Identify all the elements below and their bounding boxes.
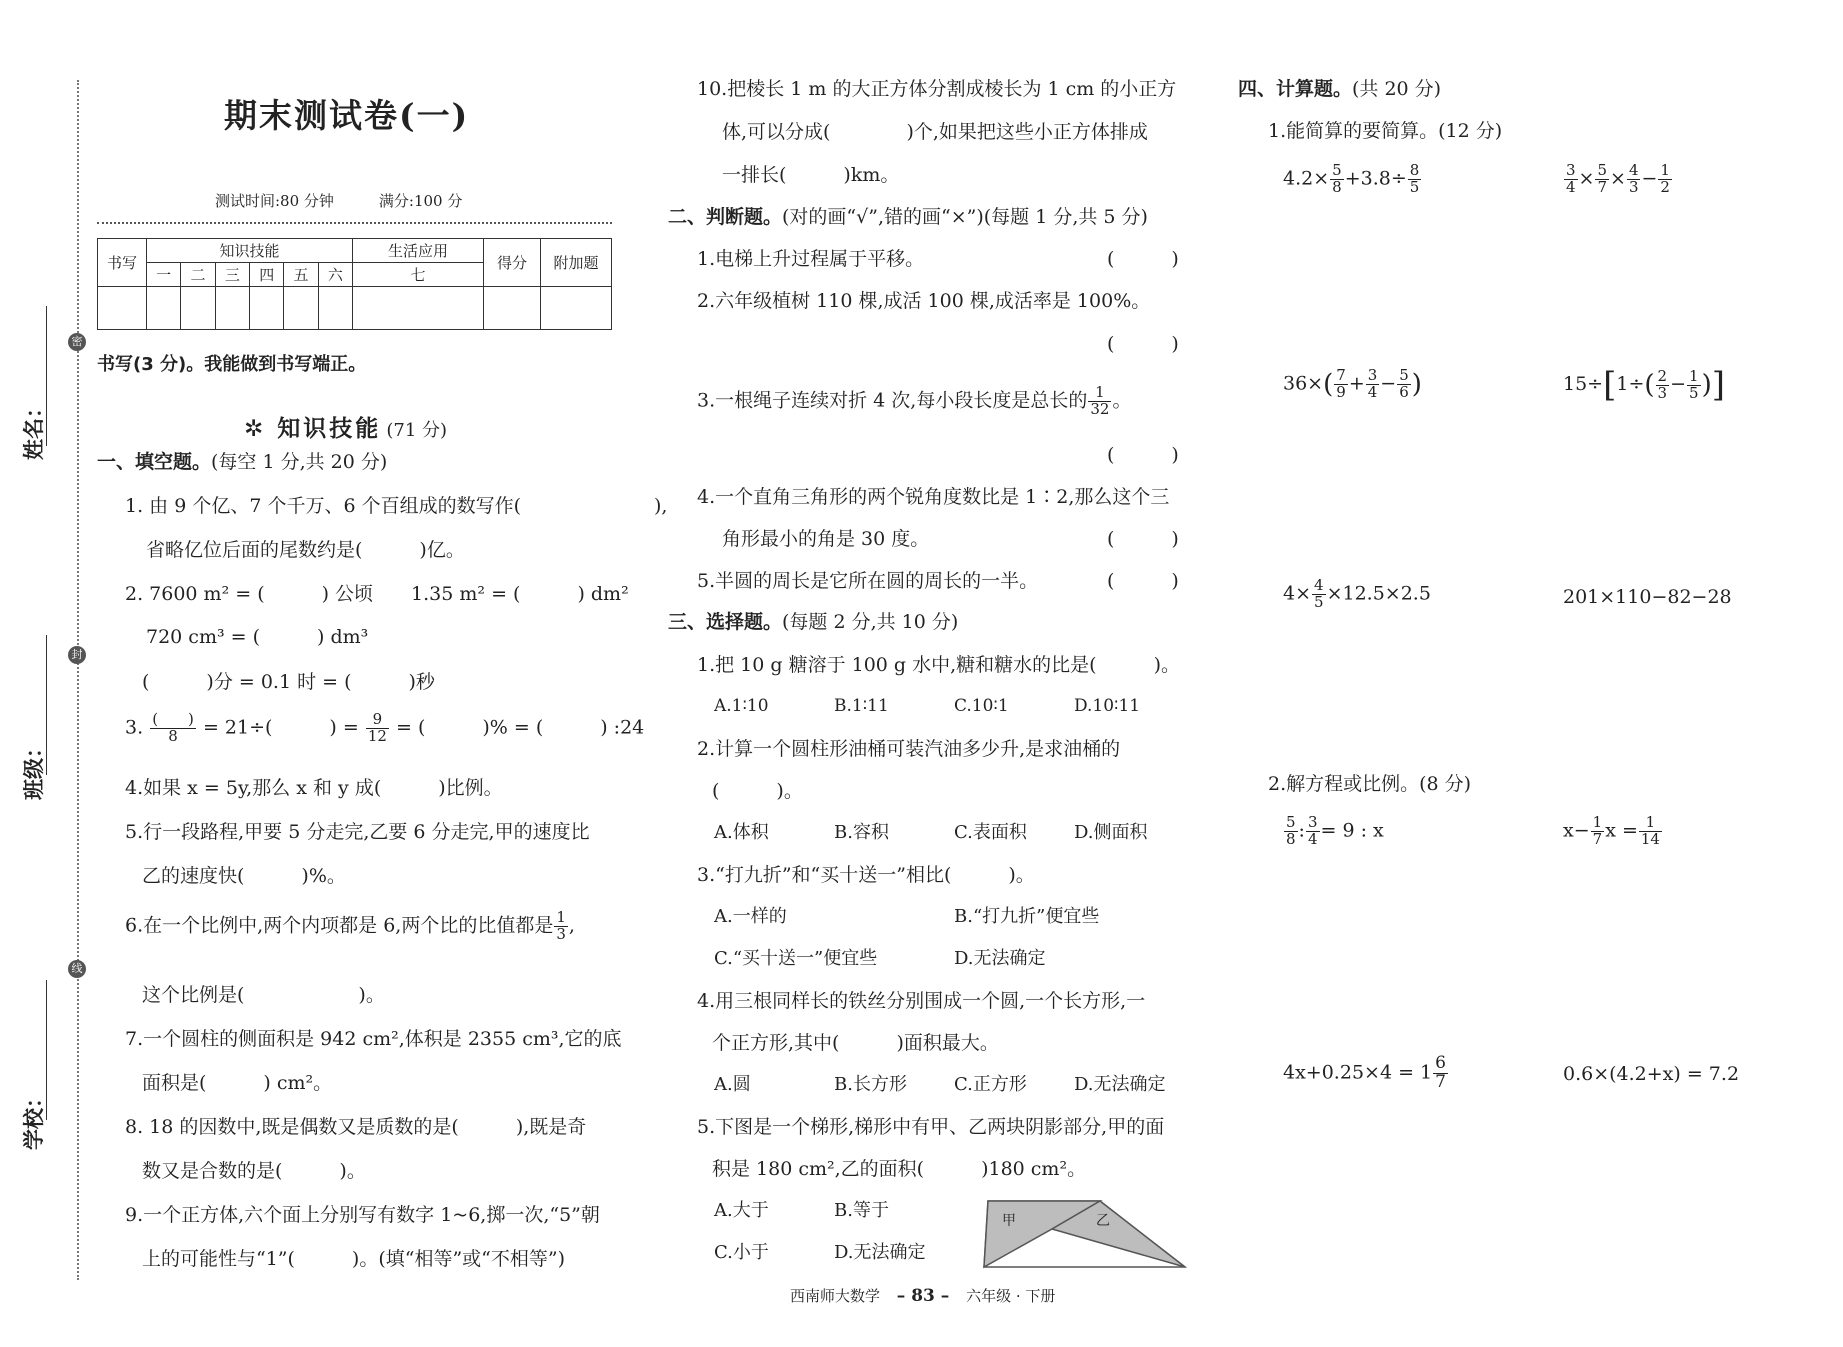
q3-fraction <box>150 712 196 745</box>
expr-4-frac-1 <box>1656 366 1670 402</box>
q7-line2: 面积是( ) cm²。 <box>142 1072 333 1094</box>
expr-8-frac-1-den: 7 <box>1592 829 1603 848</box>
judge-q3-den: 32 <box>1090 399 1110 418</box>
choice-q1-option[interactable]: A.1∶10 <box>714 696 769 716</box>
expr-5-b: ×12.5×2.5 <box>1326 582 1431 605</box>
expr-3 <box>1283 368 1422 401</box>
q3-fraction-2-num: 9 <box>366 712 389 729</box>
choice-q2-option[interactable]: A.体积 <box>714 822 769 843</box>
q5-line1: 5.行一段路程,甲要 5 分走完,乙要 6 分走完,甲的速度比 <box>125 821 590 843</box>
calc-sub2: 2.解方程或比例。(8 分) <box>1268 773 1472 795</box>
seal-mi-icon: 密 <box>68 333 86 351</box>
footer-grade: 六年级 · 下册 <box>966 1287 1056 1305</box>
expr-8-frac-2-num: 1 <box>1639 815 1662 832</box>
expr-7-frac-1-num: 5 <box>1286 813 1296 831</box>
expr-2-frac-2-num: 5 <box>1597 161 1608 179</box>
q9-line2: 上的可能性与“1”( )。(填“相等”或“不相等”) <box>142 1248 566 1270</box>
expr-1-frac-2 <box>1408 163 1422 196</box>
expr-2-frac-3 <box>1627 163 1641 196</box>
expr-8-frac-1-num: 1 <box>1592 813 1603 831</box>
expr-4-c: − <box>1670 373 1687 395</box>
judge-q3-end: 。 <box>1112 389 1132 412</box>
judge-q2: 2.六年级植树 110 棵,成活 100 棵,成活率是 100%。 <box>697 290 1151 312</box>
expr-2-frac-4-num: 1 <box>1660 161 1670 179</box>
score-cell[interactable] <box>181 287 215 330</box>
expr-7-a: : <box>1298 819 1305 842</box>
sec4-points: (共 20 分) <box>1352 78 1442 100</box>
choice-q4-option[interactable]: D.无法确定 <box>1074 1074 1166 1095</box>
choice-q4-option[interactable]: A.圆 <box>714 1074 751 1095</box>
judge-q3-text: 3.一根绳子连续对折 4 次,每小段长度是总长的 <box>697 389 1088 412</box>
choice-q2-option[interactable]: D.侧面积 <box>1074 822 1148 843</box>
score-cell[interactable] <box>318 287 352 330</box>
judge-q1-paren[interactable]: ( ) <box>1107 248 1179 270</box>
q3-fraction-2-den: 12 <box>367 726 387 745</box>
writing-note: 书写(3 分)。我能做到书写端正。 <box>97 354 367 375</box>
choice-q3-option[interactable]: C.“买十送一”便宜些 <box>714 948 878 969</box>
expr-3-a: 36× <box>1283 372 1324 395</box>
sec2-heading <box>668 208 1148 227</box>
q6-fraction <box>554 910 568 943</box>
q6-line1 <box>125 910 575 943</box>
calc-sub1: 1.能简算的要简算。(12 分) <box>1268 120 1503 142</box>
expr-4-frac-2-num: 1 <box>1689 366 1699 385</box>
q6-numerator: 1 <box>556 908 566 926</box>
judge-q5-paren[interactable]: ( ) <box>1107 570 1179 592</box>
expr-4-rbracket: ] <box>1711 365 1725 405</box>
expr-7-frac-2 <box>1306 815 1320 848</box>
expr-2-frac-1-num: 3 <box>1566 161 1576 179</box>
q6-text: 6.在一个比例中,两个内项都是 6,两个比的比值都是 <box>125 914 554 937</box>
expr-4-a: 15÷ <box>1563 373 1604 395</box>
trapezoid-figure <box>980 1195 1190 1271</box>
choice-q2-option[interactable]: B.容积 <box>834 822 889 843</box>
score-cell[interactable] <box>147 287 181 330</box>
expr-7-frac-1-den: 8 <box>1286 829 1296 848</box>
expr-9 <box>1283 1055 1449 1092</box>
expr-3-frac-2 <box>1366 368 1380 401</box>
expr-9-frac-num: 6 <box>1435 1053 1446 1073</box>
expr-7-frac-1 <box>1284 815 1298 848</box>
sec1-heading <box>97 453 387 472</box>
choice-q1: 1.把 10 g 糖溶于 100 g 水中,糖和糖水的比是( )。 <box>697 654 1180 676</box>
label-yi: 乙 <box>1096 1213 1110 1229</box>
choice-q2-option[interactable]: C.表面积 <box>954 822 1027 843</box>
q1-line1: 1. 由 9 个亿、7 个千万、6 个百组成的数写作( ), <box>125 495 668 517</box>
footer <box>790 1285 1055 1306</box>
q3-line <box>125 712 644 745</box>
expr-8-frac-2 <box>1639 815 1662 848</box>
choice-q5-option[interactable]: D.无法确定 <box>834 1242 926 1263</box>
expr-4-frac-1-num: 2 <box>1657 366 1668 385</box>
seal-xian-icon: 线 <box>68 960 86 978</box>
page-title: 期末测试卷(一) <box>224 96 470 135</box>
knowledge-points: (71 分) <box>386 420 448 441</box>
expr-10: 0.6×(4.2+x) = 7.2 <box>1563 1063 1740 1085</box>
choice-q1-option[interactable]: B.1∶11 <box>834 696 889 716</box>
expr-6: 201×110−82−28 <box>1563 586 1732 608</box>
expr-8-b: x = <box>1605 819 1638 842</box>
expr-2-frac-1 <box>1564 163 1578 196</box>
expr-1-frac-1-den: 8 <box>1332 177 1342 196</box>
q1-line2: 省略亿位后面的尾数约是( )亿。 <box>146 539 465 561</box>
q10-line1: 10.把棱长 1 m 的大正方体分割成棱长为 1 cm 的小正方 <box>697 78 1177 100</box>
expr-2-frac-3-den: 3 <box>1628 177 1639 196</box>
expr-3-b: + <box>1348 372 1365 395</box>
expr-1-a: 4.2× <box>1283 167 1330 190</box>
expr-8-frac-2-den: 14 <box>1640 829 1660 848</box>
expr-3-frac-3-den: 6 <box>1399 382 1409 401</box>
expr-1-frac-2-num: 8 <box>1409 161 1420 179</box>
q9-line1: 9.一个正方体,六个面上分别写有数字 1~6,掷一次,“5”朝 <box>125 1204 600 1226</box>
judge-q3-num: 1 <box>1088 385 1111 402</box>
choice-q3-option[interactable]: A.一样的 <box>714 906 787 927</box>
score-cell[interactable] <box>541 287 612 330</box>
expr-7 <box>1283 815 1384 848</box>
sec1-title: 一、填空题。 <box>97 451 212 473</box>
score-cell[interactable] <box>484 287 541 330</box>
expr-3-frac-1-num: 7 <box>1336 366 1346 384</box>
footer-publisher: 西南师大数学 <box>790 1287 881 1305</box>
sec2-title: 二、判断题。 <box>668 206 783 228</box>
judge-q3-fraction <box>1088 385 1111 418</box>
expr-2-frac-2-den: 7 <box>1597 177 1608 196</box>
q5-line2: 乙的速度快( )%。 <box>142 865 346 887</box>
label-jia: 甲 <box>1002 1213 1016 1229</box>
sub-col: 四 <box>250 263 284 287</box>
expr-8-a: x− <box>1563 819 1590 842</box>
sec4-title: 四、计算题。 <box>1238 78 1353 100</box>
q3-middle: = 21÷( ) = <box>202 716 359 739</box>
sec3-title: 三、选择题。 <box>668 611 783 633</box>
knowledge-heading <box>244 410 447 443</box>
q6-denominator: 3 <box>556 924 566 943</box>
expr-3-rparen: ) <box>1411 369 1422 400</box>
choice-q1-option[interactable]: C.10∶1 <box>954 696 1009 716</box>
sec3-points: (每题 2 分,共 10 分) <box>782 611 959 633</box>
class-label: 班级： <box>22 737 46 800</box>
q3-numerator: ( ) <box>152 710 194 728</box>
choice-q4-line1: 4.用三根同样长的铁丝分别围成一个圆,一个长方形,一 <box>697 990 1146 1012</box>
sub-col: 六 <box>318 263 352 287</box>
expr-3-lparen: ( <box>1323 369 1334 400</box>
choice-q1-option[interactable]: D.10∶11 <box>1074 696 1141 716</box>
expr-3-frac-2-den: 4 <box>1367 382 1378 401</box>
expr-2-frac-2 <box>1595 163 1609 196</box>
expr-1 <box>1283 163 1422 196</box>
expr-4-lbracket: [ <box>1603 365 1617 405</box>
q3-denominator: 8 <box>168 726 178 745</box>
sub-col: 七 <box>353 263 484 287</box>
q6-line2: 这个比例是( )。 <box>142 984 385 1006</box>
judge-q5: 5.半圆的周长是它所在圆的周长的一半。 <box>697 570 1039 592</box>
q3-number: 3. <box>125 716 144 739</box>
q6-comma: , <box>568 914 575 937</box>
choice-q5-option[interactable]: A.大于 <box>714 1200 769 1221</box>
expr-3-frac-3-num: 5 <box>1399 366 1409 384</box>
sub-col: 二 <box>181 263 215 287</box>
judge-q4-line1: 4.一个直角三角形的两个锐角度数比是 1∶2,那么这个三 <box>697 486 1170 508</box>
col-writing: 书写 <box>98 239 147 287</box>
expr-4 <box>1563 365 1725 405</box>
expr-4-frac-2 <box>1687 366 1701 402</box>
expr-3-frac-1 <box>1334 368 1348 401</box>
expr-9-a: 4x+0.25×4 = 1 <box>1283 1061 1433 1084</box>
expr-4-b: 1÷ <box>1616 373 1645 395</box>
judge-q1: 1.电梯上升过程属于平移。 <box>697 248 925 270</box>
judge-q4-paren[interactable]: ( ) <box>1107 528 1179 550</box>
sec3-heading <box>668 613 958 632</box>
choice-q5-line2: 积是 180 cm²,乙的面积( )180 cm²。 <box>712 1158 1087 1180</box>
expr-2-a: × <box>1578 167 1595 190</box>
judge-q3 <box>697 385 1131 418</box>
expr-2-frac-3-num: 4 <box>1628 161 1639 179</box>
expr-9-frac-den: 7 <box>1435 1071 1446 1092</box>
q4-line: 4.如果 x = 5y,那么 x 和 y 成( )比例。 <box>125 777 503 799</box>
score-cell[interactable] <box>98 287 147 330</box>
name-label: 姓名： <box>22 397 46 460</box>
expr-4-lparen: ( <box>1644 370 1655 400</box>
col-knowledge: 知识技能 <box>147 239 353 263</box>
expr-3-frac-2-num: 3 <box>1367 366 1378 384</box>
col-score: 得分 <box>484 239 541 287</box>
expr-2-b: × <box>1610 167 1626 190</box>
expr-3-frac-3 <box>1397 368 1411 401</box>
sub-col: 三 <box>215 263 249 287</box>
expr-7-frac-2-num: 3 <box>1307 813 1318 831</box>
choice-q4-option[interactable]: B.长方形 <box>834 1074 907 1095</box>
score-cell[interactable] <box>215 287 249 330</box>
q10-line2: 体,可以分成( )个,如果把这些小正方体排成 <box>722 121 1148 143</box>
expr-1-frac-2-den: 5 <box>1409 177 1420 196</box>
choice-q4-option[interactable]: C.正方形 <box>954 1074 1027 1095</box>
score-table <box>97 238 612 330</box>
q10-line3: 一排长( )km。 <box>722 164 900 186</box>
sec4-heading <box>1238 80 1441 99</box>
expr-1-frac-1 <box>1330 163 1344 196</box>
knowledge-title: ✲ 知识技能 <box>244 416 382 442</box>
choice-q2-line2: ( )。 <box>712 780 803 802</box>
q2-line3: ( )分 = 0.1 时 = ( )秒 <box>142 671 435 693</box>
expr-7-b: = 9 : x <box>1320 819 1384 842</box>
choice-q3-option[interactable]: D.无法确定 <box>954 948 1046 969</box>
expr-4-frac-1-den: 3 <box>1657 383 1668 402</box>
choice-q5-option[interactable]: B.等于 <box>834 1200 889 1221</box>
binding-dotted-line <box>77 80 79 1280</box>
footer-page: – 83 – <box>896 1286 950 1306</box>
expr-9-frac <box>1433 1055 1448 1092</box>
sec1-points: (每空 1 分,共 20 分) <box>211 451 388 473</box>
q8-line2: 数又是合数的是( )。 <box>142 1160 366 1182</box>
expr-5-frac <box>1312 578 1326 611</box>
col-extra: 附加题 <box>541 239 612 287</box>
expr-8 <box>1563 815 1663 848</box>
expr-4-rparen: ) <box>1701 370 1712 400</box>
expr-3-frac-1-den: 9 <box>1336 382 1346 401</box>
expr-7-frac-2-den: 4 <box>1307 829 1318 848</box>
expr-2-frac-4-den: 2 <box>1660 177 1670 196</box>
q7-line1: 7.一个圆柱的侧面积是 942 cm²,体积是 2355 cm³,它的底 <box>125 1028 622 1050</box>
q3-end: = ( )% = ( ) :24 <box>395 716 645 739</box>
choice-q3: 3.“打九折”和“买十送一”相比( )。 <box>697 864 1035 886</box>
score-cell[interactable] <box>353 287 484 330</box>
q2-line1: 2. 7600 m² = ( ) 公顷 1.35 m² = ( ) dm² <box>125 583 629 605</box>
score-cell[interactable] <box>284 287 318 330</box>
judge-q2-paren[interactable]: ( ) <box>1107 333 1179 355</box>
choice-q4-line2: 个正方形,其中( )面积最大。 <box>712 1032 999 1054</box>
expr-2-c: − <box>1641 167 1658 190</box>
choice-q5-option[interactable]: C.小于 <box>714 1242 769 1263</box>
choice-q2-line1: 2.计算一个圆柱形油桶可装汽油多少升,是求油桶的 <box>697 738 1121 760</box>
sec2-points: (对的画“√”,错的画“×”)(每题 1 分,共 5 分) <box>782 206 1148 228</box>
test-meta: 测试时间:80 分钟 满分:100 分 <box>215 192 463 210</box>
expr-2-frac-4 <box>1658 163 1672 196</box>
expr-5-frac-num: 4 <box>1314 576 1324 594</box>
judge-q3-paren[interactable]: ( ) <box>1107 444 1179 466</box>
judge-q4-line2: 角形最小的角是 30 度。 <box>722 528 930 550</box>
expr-1-b: +3.8÷ <box>1344 167 1407 190</box>
q3-fraction-2 <box>366 712 389 745</box>
expr-8-frac-1 <box>1591 815 1605 848</box>
q2-line2: 720 cm³ = ( ) dm³ <box>146 626 369 648</box>
q8-line1: 8. 18 的因数中,既是偶数又是质数的是( ),既是奇 <box>125 1116 587 1138</box>
expr-2 <box>1563 163 1673 196</box>
choice-q3-option[interactable]: B.“打九折”便宜些 <box>954 906 1100 927</box>
school-label: 学校： <box>22 1087 46 1150</box>
header-dotted-rule <box>97 222 612 224</box>
expr-2-frac-1-den: 4 <box>1566 177 1576 196</box>
expr-5 <box>1283 578 1431 611</box>
expr-4-frac-2-den: 5 <box>1689 383 1699 402</box>
expr-1-frac-1-num: 5 <box>1332 161 1342 179</box>
choice-q5-line1: 5.下图是一个梯形,梯形中有甲、乙两块阴影部分,甲的面 <box>697 1116 1165 1138</box>
sub-col: 五 <box>284 263 318 287</box>
expr-3-c: − <box>1380 372 1397 395</box>
expr-5-a: 4× <box>1283 582 1312 605</box>
expr-5-frac-den: 5 <box>1314 592 1324 611</box>
col-life: 生活应用 <box>353 239 484 263</box>
sub-col: 一 <box>147 263 181 287</box>
score-cell[interactable] <box>250 287 284 330</box>
seal-feng-icon: 封 <box>68 646 86 664</box>
